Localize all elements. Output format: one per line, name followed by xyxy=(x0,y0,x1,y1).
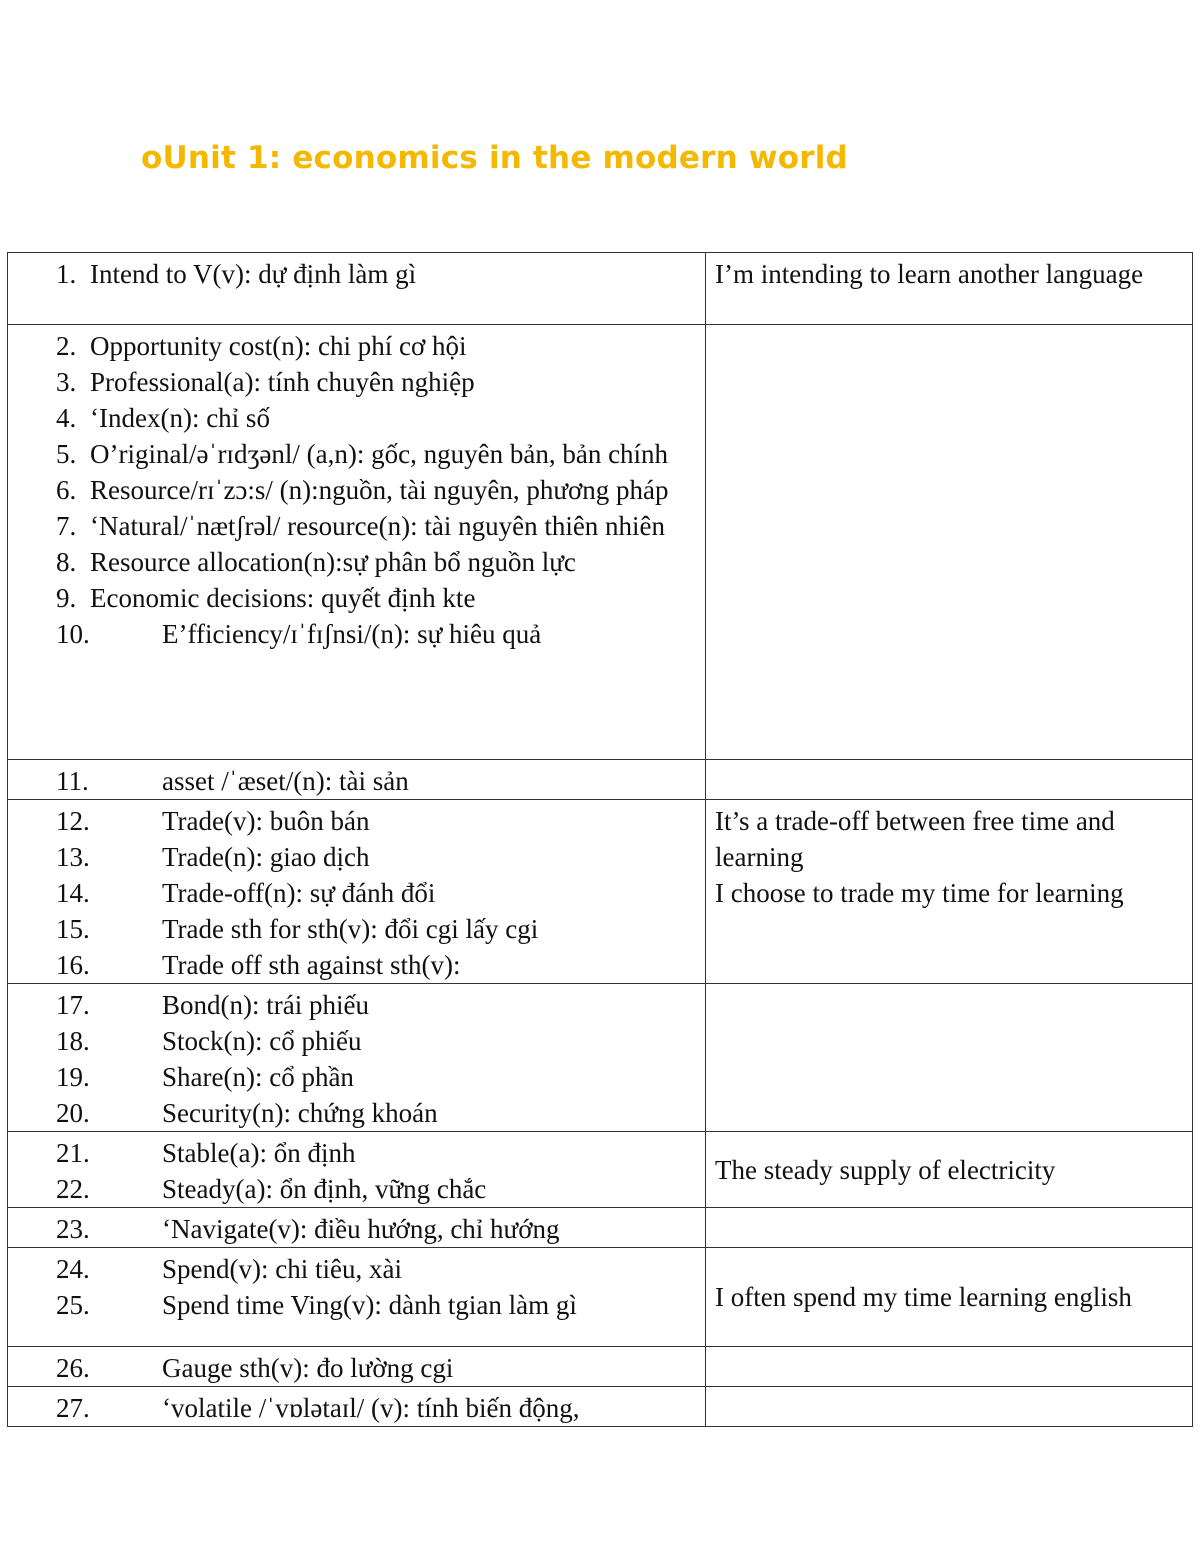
term-cell xyxy=(8,760,706,800)
term-item xyxy=(8,1135,705,1171)
term-item xyxy=(8,1390,705,1426)
term-number: 27. xyxy=(56,1393,90,1423)
term-cell xyxy=(8,1387,706,1427)
example-cell xyxy=(706,325,1193,760)
example-line: It’s a trade-off between free time and learning xyxy=(715,806,1115,872)
term-text: Share(n): cổ phần xyxy=(162,1062,354,1092)
example-cell xyxy=(706,1347,1193,1387)
term-number: 26. xyxy=(56,1353,90,1383)
term-item xyxy=(8,947,705,983)
term-number: 4. xyxy=(56,403,77,433)
term-item xyxy=(8,875,705,911)
term-text: Resource allocation(n):sự phân bổ nguồn lực xyxy=(90,547,576,577)
term-item xyxy=(8,544,705,580)
example-cell: The steady supply of electricity xyxy=(706,1132,1193,1208)
term-number: 23. xyxy=(56,1214,90,1244)
term-number: 24. xyxy=(56,1254,90,1284)
term-cell xyxy=(8,253,706,325)
term-item xyxy=(8,1287,705,1323)
term-cell xyxy=(8,1132,706,1208)
term-number: 5. xyxy=(56,439,77,469)
term-text: E’fficiency/ɪˈfɪʃnsi/(n): sự hiêu quả xyxy=(162,619,542,649)
example-cell: I often spend my time learning english xyxy=(706,1248,1193,1347)
term-text: Trade-off(n): sự đánh đổi xyxy=(162,878,436,908)
term-text: ‘Navigate(v): điều hướng, chỉ hướng xyxy=(162,1214,560,1244)
term-item xyxy=(8,1023,705,1059)
term-item xyxy=(8,256,705,292)
term-item xyxy=(8,1251,705,1287)
table-row xyxy=(8,1132,1193,1208)
term-cell xyxy=(8,325,706,760)
term-item xyxy=(8,1350,705,1386)
term-text: Gauge sth(v): đo lường cgi xyxy=(162,1353,454,1383)
term-text: asset /ˈæset/(n): tài sản xyxy=(162,766,409,796)
term-number: 7. xyxy=(56,511,77,541)
term-text: ‘Natural/ˈnætʃrəl/ resource(n): tài nguyên thiên nhiên xyxy=(90,511,666,541)
term-number: 15. xyxy=(56,914,90,944)
term-text: Spend(v): chi tiêu, xài xyxy=(162,1254,402,1284)
term-number: 18. xyxy=(56,1026,90,1056)
term-number: 14. xyxy=(56,878,90,908)
term-text: Trade off sth against sth(v): xyxy=(162,950,461,980)
term-text: Steady(a): ổn định, vững chắc xyxy=(162,1174,487,1204)
term-text: Economic decisions: quyết định kte xyxy=(90,583,476,613)
term-cell xyxy=(8,984,706,1132)
term-cell xyxy=(8,800,706,984)
example-cell xyxy=(706,1387,1193,1427)
term-item xyxy=(8,911,705,947)
term-item xyxy=(8,328,705,364)
term-number: 16. xyxy=(56,950,90,980)
term-number: 19. xyxy=(56,1062,90,1092)
term-number: 1. xyxy=(56,259,77,289)
table-row xyxy=(8,760,1193,800)
term-number: 17. xyxy=(56,990,90,1020)
term-text: Opportunity cost(n): chi phí cơ hội xyxy=(90,331,467,361)
table-row xyxy=(8,800,1193,984)
table-row xyxy=(8,253,1193,325)
term-cell xyxy=(8,1248,706,1347)
term-text: Security(n): chứng khoán xyxy=(162,1098,438,1128)
term-item xyxy=(8,364,705,400)
term-item xyxy=(8,987,705,1023)
term-number: 21. xyxy=(56,1138,90,1168)
term-item xyxy=(8,1171,705,1207)
example-line: I choose to trade my time for learning xyxy=(715,878,1124,908)
example-cell xyxy=(706,984,1193,1132)
term-number: 9. xyxy=(56,583,77,613)
term-cell xyxy=(8,1347,706,1387)
term-text: Stock(n): cổ phiếu xyxy=(162,1026,362,1056)
term-number: 2. xyxy=(56,331,77,361)
term-cell xyxy=(8,1208,706,1248)
term-item xyxy=(8,1211,705,1247)
table-row xyxy=(8,1248,1193,1347)
term-number: 6. xyxy=(56,475,77,505)
term-number: 22. xyxy=(56,1174,90,1204)
term-text: ‘volatile /ˈvɒlətaɪl/ (v): tính biến động, xyxy=(162,1393,580,1423)
example-cell xyxy=(706,800,1193,984)
term-item xyxy=(8,508,705,544)
term-item xyxy=(8,616,705,652)
example-cell xyxy=(706,760,1193,800)
term-text: Trade(n): giao dịch xyxy=(162,842,370,872)
term-number: 3. xyxy=(56,367,77,397)
example-cell xyxy=(706,1208,1193,1248)
term-item xyxy=(8,472,705,508)
term-item xyxy=(8,580,705,616)
table-row xyxy=(8,1208,1193,1248)
term-item xyxy=(8,1059,705,1095)
term-number: 25. xyxy=(56,1290,90,1320)
table-row xyxy=(8,1347,1193,1387)
term-text: O’riginal/əˈrɪdʒənl/ (a,n): gốc, nguyên bản, bản chính xyxy=(90,439,669,469)
term-number: 11. xyxy=(56,766,89,796)
term-number: 10. xyxy=(56,619,90,649)
term-text: Resource/rɪˈzɔ:s/ (n):nguồn, tài nguyên, phương pháp xyxy=(90,475,669,505)
page-title: oUnit 1: economics in the modern world xyxy=(141,140,848,176)
term-item xyxy=(8,763,705,799)
term-number: 12. xyxy=(56,806,90,836)
term-text: Bond(n): trái phiếu xyxy=(162,990,369,1020)
example-cell: I’m intending to learn another language xyxy=(706,253,1193,325)
term-item xyxy=(8,1095,705,1131)
term-text: Trade(v): buôn bán xyxy=(162,806,370,836)
term-item xyxy=(8,400,705,436)
table-row xyxy=(8,1387,1193,1427)
term-text: Professional(a): tính chuyên nghiệp xyxy=(90,367,475,397)
term-number: 20. xyxy=(56,1098,90,1128)
term-number: 13. xyxy=(56,842,90,872)
term-text: Trade sth for sth(v): đổi cgi lấy cgi xyxy=(162,914,539,944)
table-row xyxy=(8,325,1193,760)
term-text: Spend time Ving(v): dành tgian làm gì xyxy=(162,1290,577,1320)
term-number: 8. xyxy=(56,547,77,577)
table-row xyxy=(8,984,1193,1132)
term-item xyxy=(8,803,705,839)
term-text: Intend to V(v): dự định làm gì xyxy=(90,259,417,289)
vocabulary-table xyxy=(7,252,1193,1427)
term-item xyxy=(8,839,705,875)
term-item xyxy=(8,436,705,472)
term-text: ‘Index(n): chỉ số xyxy=(90,403,270,433)
term-text: Stable(a): ổn định xyxy=(162,1138,356,1168)
